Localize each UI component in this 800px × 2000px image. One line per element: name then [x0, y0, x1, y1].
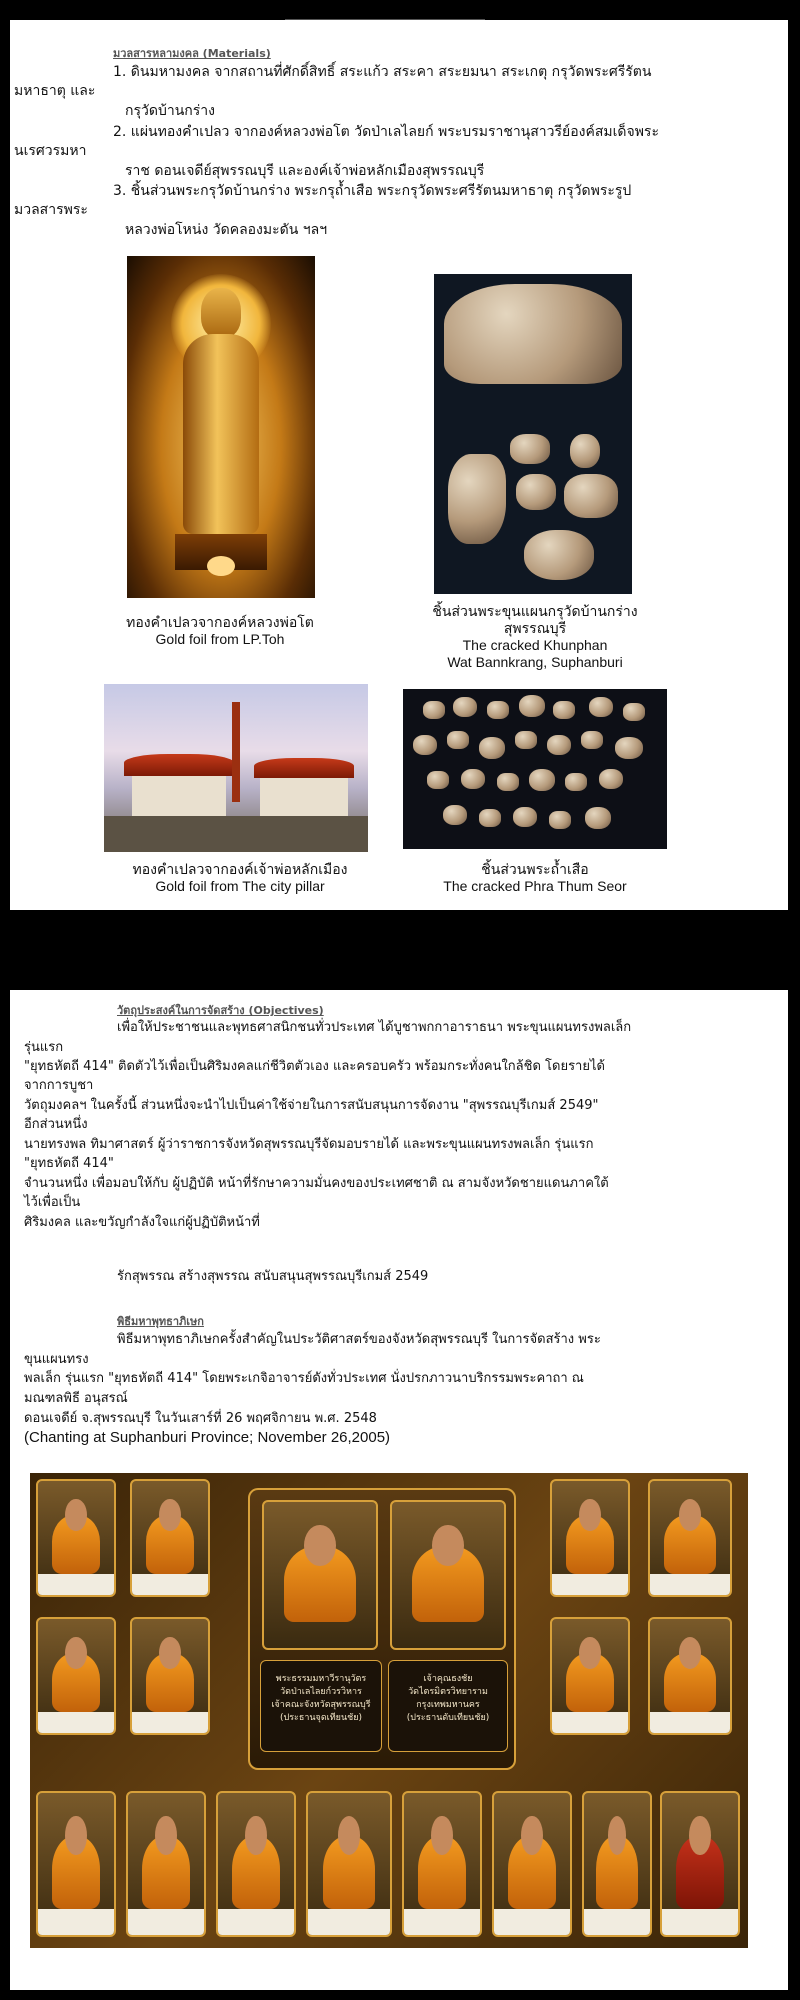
objectives-line: ศิริมงคล และขวัญกำลังใจแก่ผู้ปฏิบัติหน้าที่	[24, 1215, 260, 1230]
objectives-line: รุ่นแรก	[24, 1040, 64, 1055]
phra-thum-seor-caption	[400, 861, 670, 895]
monks-collage-photo	[30, 1473, 748, 1948]
objectives-line: "ยุทธหัตถี 414"	[24, 1156, 114, 1171]
caption-line: (ประธานดับเทียนชัย)	[406, 1713, 490, 1723]
caption-en: Gold foil from The city pillar	[155, 878, 325, 894]
caption-th: ทองคำเปลวจากองค์หลวงพ่อโต	[126, 614, 314, 630]
ceremony-line: พิธีมหาพุทธาภิเษกครั้งสำคัญในประวัติศาสตร์ของจังหวัดสุพรรณบุรี ในการจัดสร้าง พระ	[117, 1332, 601, 1347]
ceremony-line: มณฑลพิธี อนุสรณ์	[24, 1391, 128, 1406]
ceremony-line: ขุนแผนทรง	[24, 1352, 89, 1367]
objectives-line: "ยุทธหัตถี 414" ติดตัวไว้เพื่อเป็นศิริมงคลแก่ชีวิตตัวเอง และครอบครัว พร้อมกระทั่งคนใกล้ชิด โดยรายได้	[24, 1059, 605, 1074]
city-pillar-shrine-photo	[104, 684, 368, 852]
featured-monks-panel	[248, 1488, 516, 1770]
materials-line: กรุวัดบ้านกร่าง	[125, 103, 215, 119]
caption-th: ทองคำเปลวจากองค์เจ้าพ่อหลักเมือง	[132, 861, 348, 877]
featured-monk-caption-left	[260, 1660, 382, 1752]
materials-heading: มวลสารหลามงคล (Materials)	[113, 47, 271, 60]
materials-line: 1. ดินมหามงคล จากสถานที่ศักดิ์สิทธิ์ สระแก้ว สระคา สระยมนา สระเกตุ กรุวัดพระศรีรัตน	[113, 64, 652, 80]
khunphan-caption	[425, 603, 645, 671]
slogan: รักสุพรรณ สร้างสุพรรณ สนับสนุนสุพรรณบุรีเกมส์ 2549	[117, 1269, 429, 1284]
objectives-line: นายทรงพล ทิมาศาสตร์ ผู้ว่าราชการจังหวัดสุพรรณบุรีจัดมอบรายได้ และพระขุนแผนทรงพลเล็ก รุ่นแรก	[24, 1137, 594, 1152]
monk-portrait	[582, 1791, 652, 1937]
ceremony-heading: พิธีมหาพุทธาภิเษก	[117, 1315, 204, 1328]
materials-line: มวลสารพระ	[14, 202, 88, 218]
phra-thum-seor-photo	[403, 689, 667, 849]
ceremony-line: ดอนเจดีย์ จ.สุพรรณบุรี ในวันเสาร์ที่ 26 พฤศจิกายน พ.ศ. 2548	[24, 1411, 377, 1426]
caption-en: Gold foil from LP.Toh	[155, 631, 285, 647]
caption-line: เจ้าคณะจังหวัดสุพรรณบุรี	[271, 1700, 371, 1710]
monk-portrait	[648, 1479, 732, 1597]
monk-portrait	[492, 1791, 572, 1937]
monk-portrait	[262, 1500, 378, 1650]
caption-th: สุพรรณบุรี	[503, 620, 567, 636]
caption-line: วัดไตรมิตรวิทยาราม	[408, 1687, 488, 1697]
buddha-caption	[110, 614, 330, 648]
buddha-photo	[127, 256, 315, 598]
city-pillar-caption	[100, 861, 380, 895]
monk-portrait	[306, 1791, 392, 1937]
monk-portrait	[660, 1791, 740, 1937]
monk-portrait	[550, 1617, 630, 1735]
monk-portrait	[36, 1791, 116, 1937]
monk-portrait	[36, 1479, 116, 1597]
monk-portrait	[216, 1791, 296, 1937]
caption-en: The cracked Phra Thum Seor	[443, 878, 627, 894]
monk-portrait	[126, 1791, 206, 1937]
caption-en: The cracked Khunphan	[462, 637, 608, 653]
featured-monk-caption-right	[388, 1660, 508, 1752]
monk-portrait	[648, 1617, 732, 1735]
objectives-line: จากการบูชา	[24, 1078, 94, 1093]
objectives-line: ไว้เพื่อเป็น	[24, 1195, 81, 1210]
materials-line: ราช ดอนเจดีย์สุพรรณบุรี และองค์เจ้าพ่อหลักเมืองสุพรรณบุรี	[125, 163, 485, 179]
caption-en: Wat Bannkrang, Suphanburi	[447, 654, 623, 670]
objectives-line: เพื่อให้ประชาชนและพุทธศาสนิกชนทั่วประเทศ ได้บูชาพกกาอาราธนา พระขุนแผนทรงพลเล็ก	[117, 1020, 632, 1035]
objectives-heading: วัตถุประสงค์ในการจัดสร้าง (Objectives)	[117, 1004, 324, 1017]
materials-line: 2. แผ่นทองคำเปลว จากองค์หลวงพ่อโต วัดป่าเลไลยก์ พระบรมราชานุสาวรีย์องค์สมเด็จพระ	[113, 124, 659, 140]
objectives-line: วัตถุมงคลฯ ในครั้งนี้ ส่วนหนึ่งจะนำไปเป็นค่าใช้จ่ายในการสนับสนุนการจัดงาน "สุพรรณบุรีเกมส์ 2549"	[24, 1098, 599, 1113]
monk-portrait	[390, 1500, 506, 1650]
caption-th: ชิ้นส่วนพระขุนแผนกรุวัดบ้านกร่าง	[432, 603, 638, 619]
caption-line: กรุงเทพมหานคร	[416, 1700, 480, 1710]
ceremony-line: (Chanting at Suphanburi Province; November 26,2005)	[24, 1429, 391, 1446]
khunphan-photo	[434, 274, 632, 594]
materials-line: มหาธาตุ และ	[14, 83, 96, 99]
objectives-line: จำนวนหนึ่ง เพื่อมอบให้กับ ผู้ปฏิบัติ หน้าที่รักษาความมั่นคงของประเทศชาติ ณ สามจังหวัดชายแดนภาคใต้	[24, 1176, 609, 1191]
materials-line: หลวงพ่อโหน่ง วัดคลองมะดัน ฯลฯ	[125, 222, 328, 238]
caption-line: (ประธานจุดเทียนชัย)	[279, 1713, 363, 1723]
ceremony-line: พลเล็ก รุ่นแรก "ยุทธหัตถี 414" โดยพระเกจิอาจารย์ดังทั่วประเทศ นั่งปรกภาวนาบริกรรมพระคาถา ณ	[24, 1371, 584, 1386]
caption-line: วัดป่าเลไลยก์วรวิหาร	[280, 1687, 362, 1697]
materials-line: นเรศวรมหา	[14, 143, 87, 159]
objectives-line: อีกส่วนหนึ่ง	[24, 1117, 88, 1132]
materials-line: 3. ชิ้นส่วนพระกรุวัดบ้านกร่าง พระกรุถ้ำเสือ พระกรุวัดพระศรีรัตนมหาธาตุ กรุวัดพระรูป	[113, 183, 632, 199]
monk-portrait	[550, 1479, 630, 1597]
monk-portrait	[130, 1617, 210, 1735]
caption-line: พระธรรมมหาวีรานุวัตร	[275, 1674, 367, 1684]
monk-portrait	[402, 1791, 482, 1937]
monk-portrait	[36, 1617, 116, 1735]
monk-portrait	[130, 1479, 210, 1597]
caption-th: ชิ้นส่วนพระถ้ำเสือ	[481, 861, 589, 877]
caption-line: เจ้าคุณธงชัย	[423, 1674, 473, 1684]
